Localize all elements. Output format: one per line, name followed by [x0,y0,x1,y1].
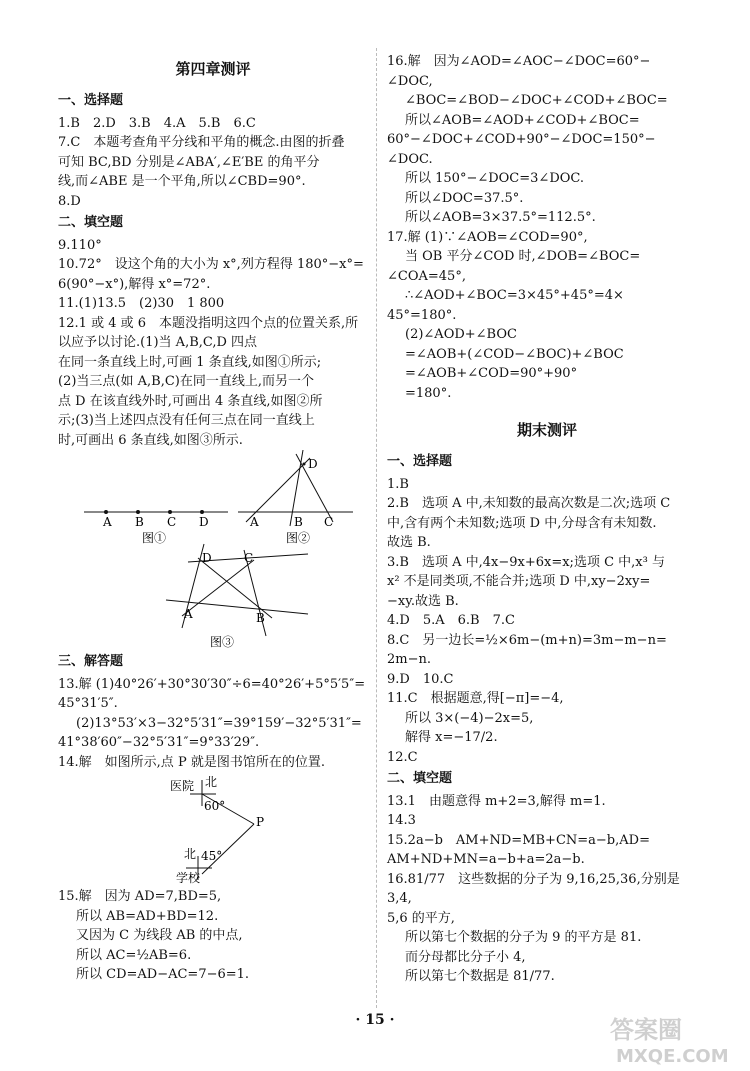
svg-text:A: A [184,607,193,621]
svg-text:B: B [294,515,303,529]
answer-line: 13.1 由题意得 m+2=3,解得 m=1. [387,793,606,809]
answer-line: 可知 BC,BD 分别是∠ABA′,∠E′BE 的角平分 [58,154,320,170]
answer-line: 17.解 (1)∵∠AOB=∠COD=90°, [387,229,588,245]
answer-line: 8.C 另一边长=½×6m−(m+n)=3m−m−n= [387,632,667,648]
answer-line: ∠COA=45°, [387,268,466,284]
left-column [58,52,368,985]
answer-line: 点 D 在该直线外时,可画出 4 条直线,如图②所 [58,393,323,409]
final-exam-title: 期末测评 [516,421,577,439]
answer-line: 2.B 选项 A 中,未知数的最高次数是二次;选项 C [387,496,671,511]
watermark-logo [606,1010,746,1068]
answer-line: (2)∠AOD+∠BOC [405,327,517,342]
answer-line: 14.3 [387,813,416,828]
svg-text:MXQE.COM: MXQE.COM [616,1046,729,1067]
fig1-label-a: A [103,515,112,529]
svg-text:D: D [202,551,212,565]
answer-line: 所以 150°−∠DOC=3∠DOC. [405,171,585,186]
answer-line: 所以∠AOB=3×37.5°=112.5°. [405,210,596,225]
answer-line: 所以 CD=AD−AC=7−6=1. [76,967,250,982]
answer-line: 又因为 C 为线段 AB 的中点, [76,928,243,943]
figure-1 [84,510,228,545]
map-angle-1: 60° [204,799,226,813]
answer-line: 解得 x=−17/2. [405,730,498,745]
answer-line: 而分母都比分子小 4, [405,949,526,965]
answer-line: 4.D 5.A 6.B 7.C [387,613,515,628]
answer-line: =180°. [405,385,452,401]
fig1-label-b: B [135,515,144,529]
answer-line: 15.解 因为 AD=7,BD=5, [58,889,222,904]
answer-line: (2)当三点(如 A,B,C)在同一直线上,而另一个 [58,374,314,389]
answer-line: 三、解答题 [58,654,124,669]
answer-line: 6(90°−x°),解得 x°=72°. [58,276,211,292]
answer-line: 5,6 的平方, [387,910,455,926]
column-divider [376,48,377,1008]
answer-line: 2m−n. [387,652,431,667]
fig1-label-d: D [199,515,209,529]
answer-line: 所以∠DOC=37.5°. [405,190,524,206]
page-number: · 15 · [355,1012,395,1028]
answer-line: x² 不是同类项,不能合并;选项 D 中,xy−2xy= [387,574,651,589]
answer-line: ∠DOC, [387,73,433,89]
answer-line: 中,含有两个未知数;选项 D 中,分母含有未知数. [387,515,657,531]
answer-line: (2)13°53′×3−32°5′31″=39°159′−32°5′31″= [76,715,362,731]
svg-text:D: D [308,457,318,471]
answer-line: 15.2a−b AM+ND=MB+CN=a−b,AD= [387,832,650,848]
answer-line: 所以 3×(−4)−2x=5, [405,710,534,726]
library-map [58,772,358,887]
answer-line: 14.解 如图所示,点 P 就是图书馆所在的位置. [58,754,325,770]
answer-line: 所以∠AOB=∠AOD+∠COD+∠BOC= [405,112,640,128]
answer-line: 一、选择题 [387,454,453,469]
svg-text:C: C [244,551,254,565]
answer-line: 41°38′60″−32°5′31″=9°33′29″. [58,735,260,750]
answer-line: 45°31′5″. [58,696,118,711]
chapter-title: 第四章测评 [175,60,251,78]
answer-line: =∠AOB+(∠COD−∠BOC)+∠BOC [405,346,624,362]
answer-line: 线,而∠ABE 是一个平角,所以∠CBD=90°. [58,174,306,189]
left-answers-part2 [58,652,368,772]
map-hospital: 医院 [170,779,195,793]
answer-line: 8.D [58,193,81,209]
left-answers-part3 [58,887,368,985]
map-north-2: 北 [184,847,197,861]
answer-line: 3.B 选项 A 中,4x−9x+6x=x;选项 C 中,x³ 与 [387,554,665,570]
answer-line: 11.C 根据题意,得[−π]=−4, [387,691,564,706]
answer-line: 11.(1)13.5 (2)30 1 800 [58,296,225,311]
answer-line: =∠AOB+∠COD=90°+90° [405,366,578,381]
figure-3 [166,544,308,649]
map-point-p: P [256,815,265,829]
answer-line: −xy.故选 B. [387,593,459,609]
answer-line: 13.解 (1)40°26′+30°30′30″÷6=40°26′+5°5′5″= [58,676,366,692]
fig2-caption: 图② [286,531,311,545]
answer-line: 16.解 因为∠AOD=∠AOC−∠DOC=60°− [387,54,651,69]
answer-line: 7.C 本题考查角平分线和平角的概念.由图的折叠 [58,135,345,150]
answer-line: ∴∠AOD+∠BOC=3×45°+45°=4× [405,288,624,303]
fig1-label-c: C [167,515,177,529]
answer-line: 16.81/77 这些数据的分子为 9,16,25,36,分别是 3,4, [387,871,684,906]
answer-line: 当 OB 平分∠COD 时,∠DOB=∠BOC= [405,249,641,264]
answer-line: 1.B 2.D 3.B 4.A 5.B 6.C [58,115,256,131]
answer-line: 45°=180°. [387,307,457,323]
left-answers-part1 [58,91,368,450]
right-answers-part1 [387,52,707,403]
answer-line: 一、选择题 [58,93,124,108]
answer-line: 时,可画出 6 条直线,如图③所示. [58,432,243,448]
fig3-caption: 图③ [210,635,235,649]
answer-line: ∠DOC. [387,151,433,167]
answer-line: 示;(3)当上述四点没有任何三点在同一直线上 [58,413,315,428]
answer-line: 9.D 10.C [387,671,454,687]
map-north-1: 北 [205,775,218,789]
answer-line: 在同一条直线上时,可画 1 条直线,如图①所示; [58,354,322,370]
answer-line: 二、填空题 [58,215,124,230]
answer-line: AM+ND+MN=a−b+a=2a−b. [387,852,585,867]
figures-12 [58,450,358,650]
svg-text:答案圈: 答案圈 [610,1016,682,1044]
answer-line: 二、填空题 [387,771,453,786]
right-column [387,52,707,987]
svg-text:C: C [324,515,334,529]
right-answers-part2 [387,452,707,987]
answer-line: 60°−∠DOC+∠COD+90°−∠DOC=150°− [387,132,656,147]
map-school: 学校 [176,871,201,885]
answer-line: 以应予以讨论.(1)当 A,B,C,D 四点 [58,335,258,350]
answer-line: 12.C [387,749,418,765]
svg-text:B: B [256,611,265,625]
answer-line: 1.B [387,476,409,492]
fig1-caption: 图① [142,531,167,545]
answer-line: 故选 B. [387,535,431,550]
answer-line: 所以第七个数据是 81/77. [405,969,555,984]
svg-text:A: A [250,515,259,529]
answer-line: 所以 AB=AD+BD=12. [76,908,219,924]
map-angle-2: 45° [201,849,223,863]
answer-line: 12.1 或 4 或 6 本题没指明这四个点的位置关系,所 [58,315,359,331]
answer-line: 所以第七个数据的分子为 9 的平方是 81. [405,930,642,945]
figure-2 [238,450,353,545]
answer-line: 所以 AC=½AB=6. [76,947,192,963]
answer-line: ∠BOC=∠BOD−∠DOC+∠COD+∠BOC= [405,93,668,108]
answer-line: 10.72° 设这个角的大小为 x°,列方程得 180°−x°= [58,257,364,272]
answer-line: 9.110° [58,237,102,253]
